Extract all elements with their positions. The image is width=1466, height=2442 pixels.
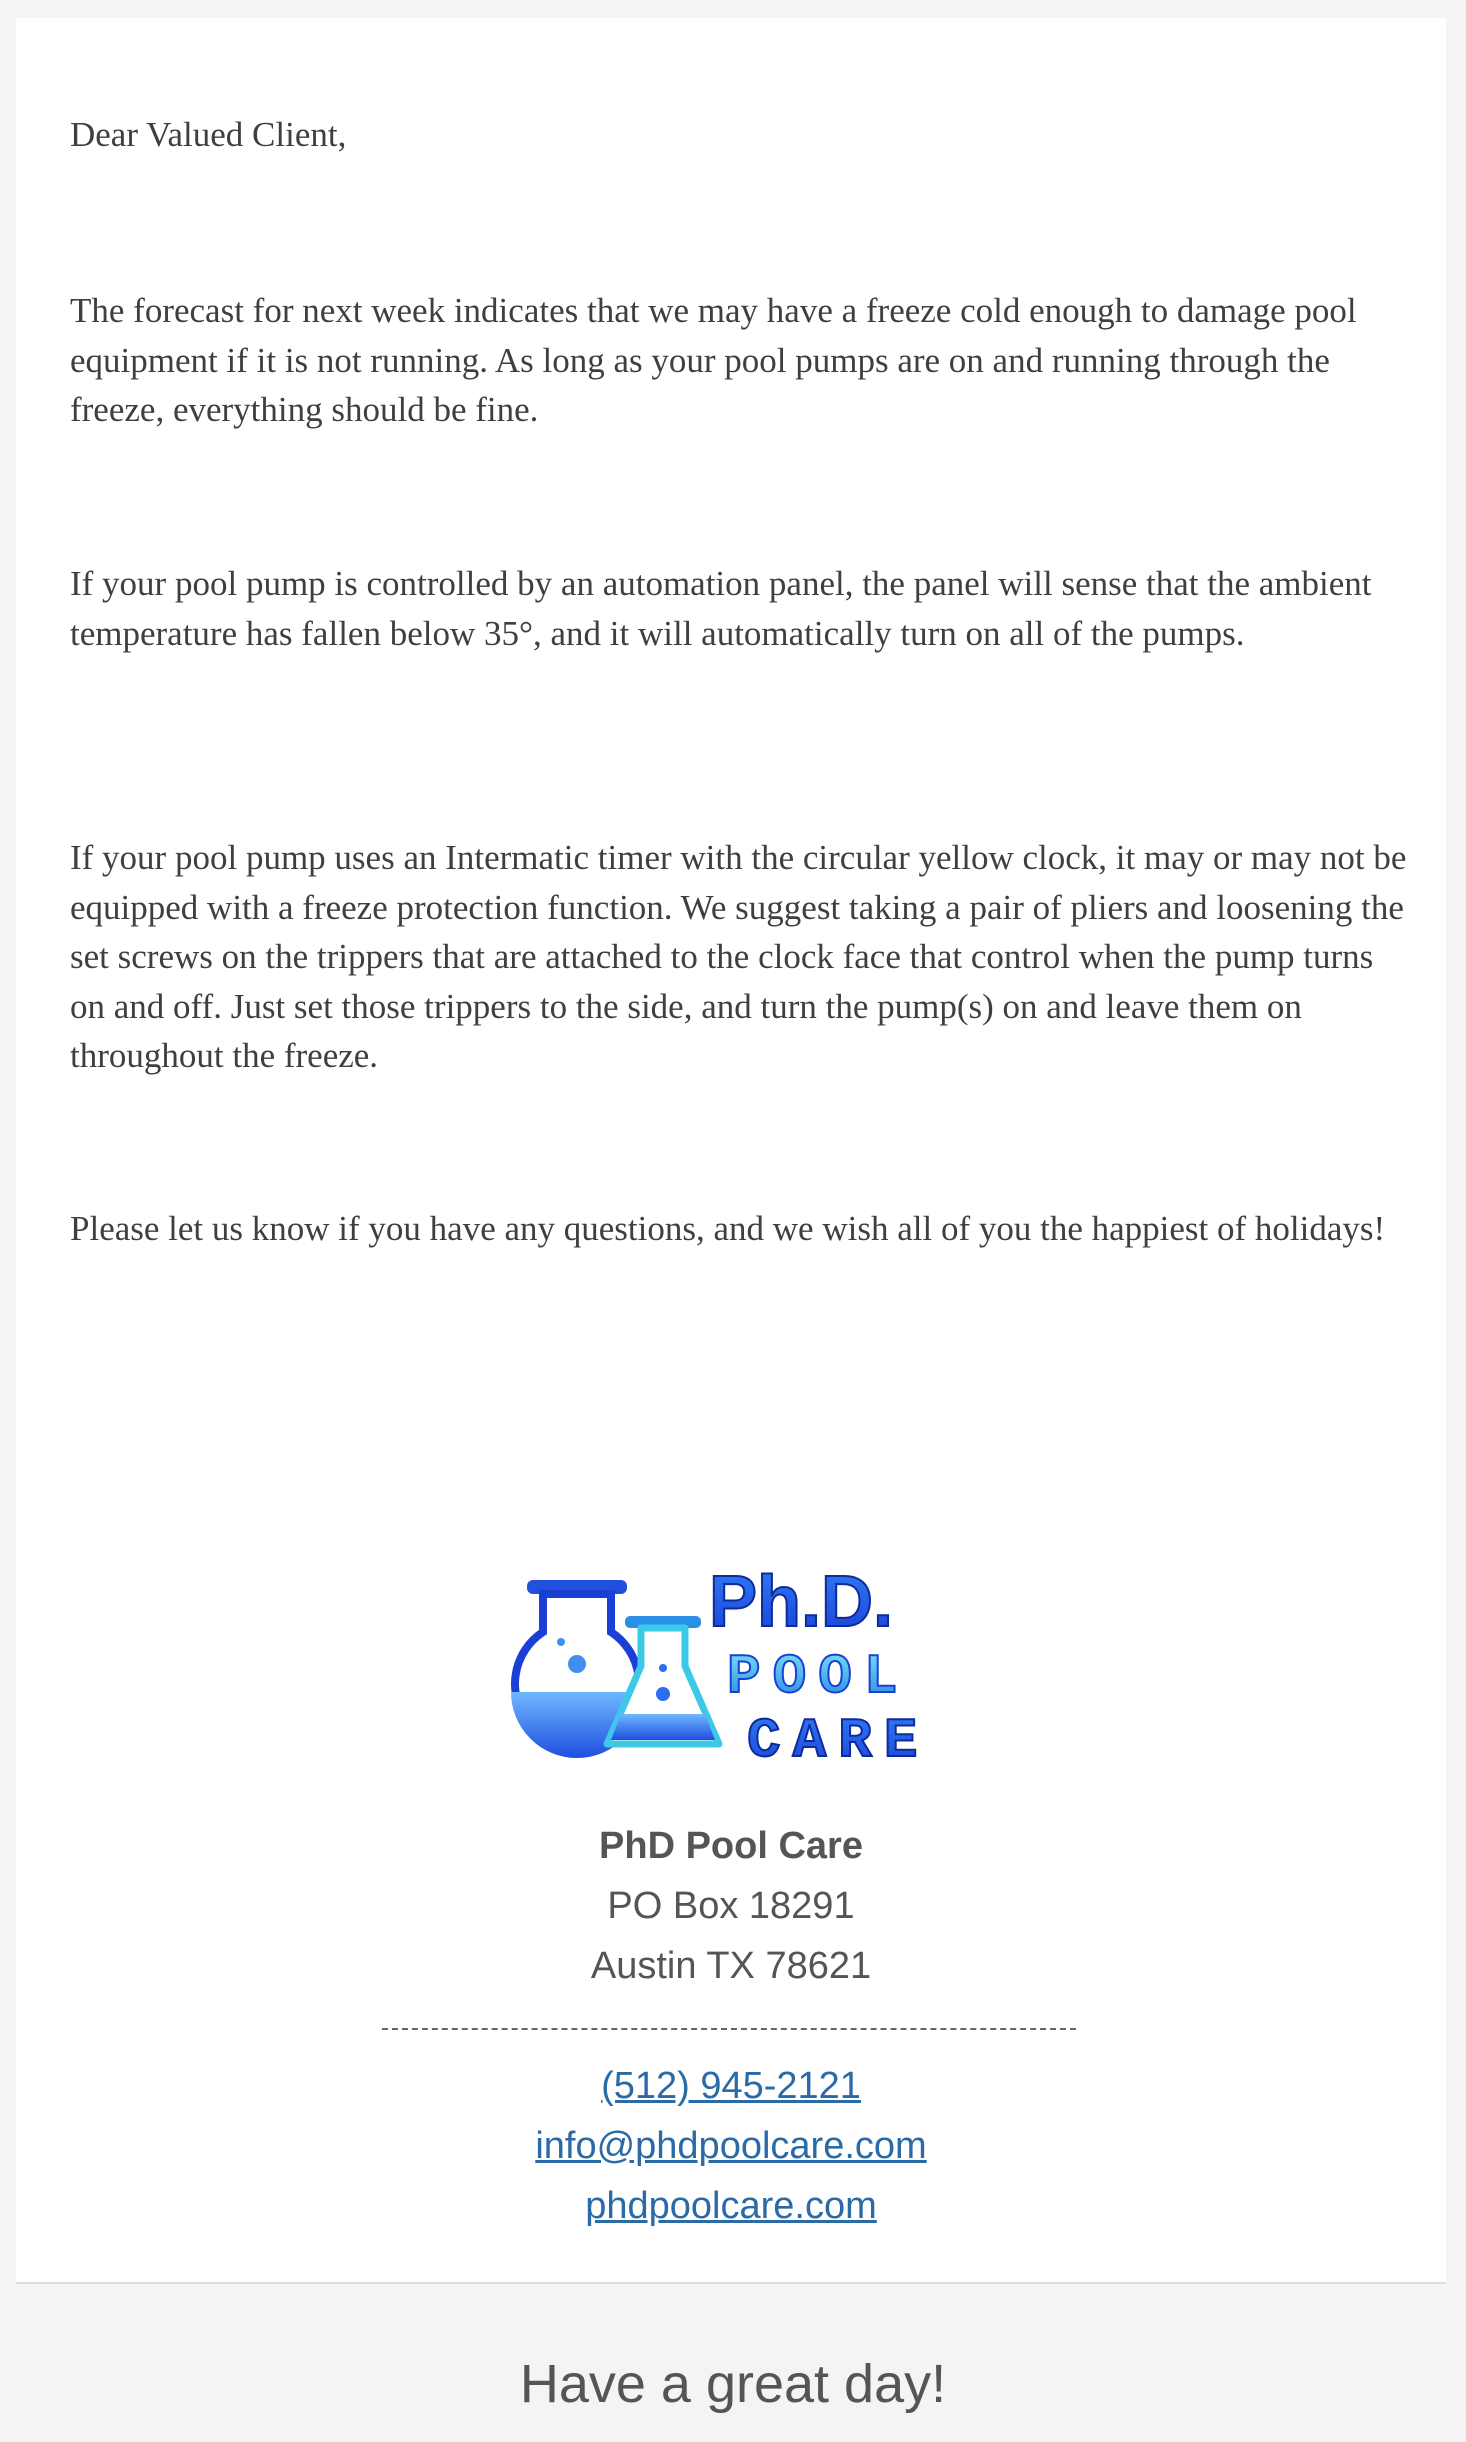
signature-divider (382, 2028, 1076, 2030)
phone-link[interactable]: (512) 945-2121 (601, 2065, 861, 2107)
company-logo (499, 1554, 959, 1764)
logo-text-care: CARE (747, 1709, 930, 1764)
greeting: Dear Valued Client, (70, 115, 347, 154)
paragraph-freeze-forecast: The forecast for next week indicates that we may have a freeze cold enough to damage pool equipment if it is not running. As long as your pool pumps are on and running through the freeze, everything should be fine. (70, 291, 1357, 429)
logo-text-pool: POOL (727, 1645, 910, 1709)
paragraph-closing: Please let us know if you have any questions, and we wish all of you the happiest of holidays! (70, 1209, 1386, 1248)
email-link[interactable]: info@phdpoolcare.com (535, 2125, 927, 2167)
email-card (16, 18, 1446, 2284)
signature-phone-row (16, 2056, 1446, 2116)
signature-company-name: PhD Pool Care (599, 1825, 863, 1867)
website-link[interactable]: phdpoolcare.com (585, 2185, 877, 2227)
paragraph-automation-panel: If your pool pump is controlled by an automation panel, the panel will sense that the ambient temperature has fallen below 35°, and it will automatically turn on all of the pumps. (70, 564, 1372, 653)
signature-email-row (16, 2116, 1446, 2176)
signature-website-row (16, 2176, 1446, 2236)
footer-message: Have a great day! (519, 2354, 947, 2414)
paragraph-intermatic-timer: If your pool pump uses an Intermatic timer with the circular yellow clock, it may or may not be equipped with a freeze protection function. We suggest taking a pair of pliers and loosening the set screws on the trippers that are attached to the clock face that control when the pump turns on and off. Just set those trippers to the side, and turn the pump(s) on and leave them on throughout the freeze. (70, 838, 1407, 1075)
logo-text-phd: Ph.D. (709, 1562, 894, 1642)
signature-address-line2: Austin TX 78621 (590, 1945, 872, 1987)
signature-address-line1: PO Box 18291 (607, 1885, 855, 1927)
